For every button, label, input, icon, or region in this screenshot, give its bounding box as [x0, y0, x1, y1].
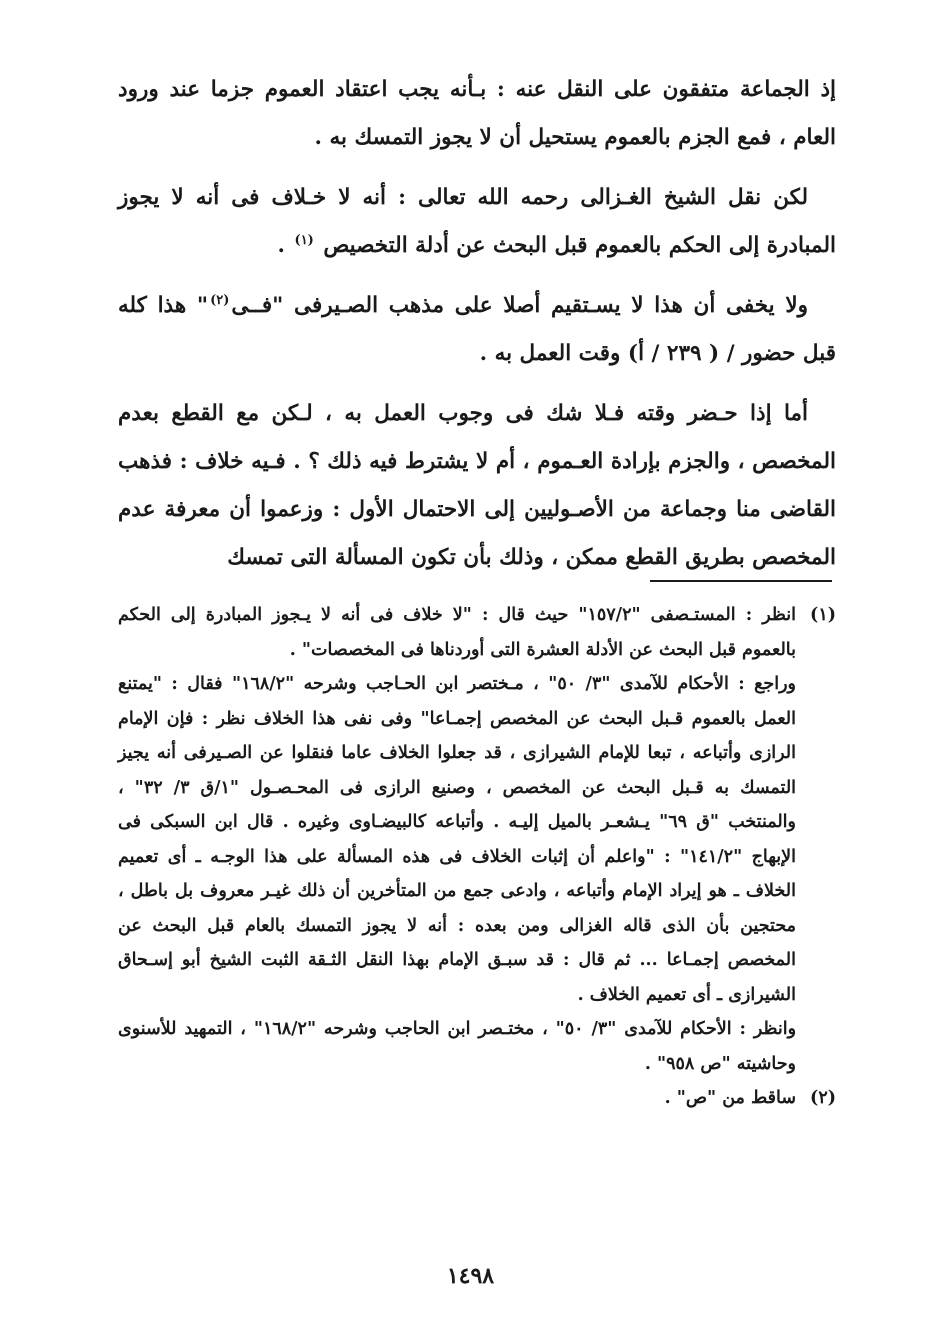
- paragraph-3: [118, 282, 836, 378]
- paragraph-1: [118, 66, 836, 162]
- footnote-ref-2: (٢): [210, 292, 230, 308]
- paragraph-2-tail: .: [277, 233, 286, 258]
- page-number: ١٤٩٨: [446, 1263, 495, 1289]
- paragraph-4: [118, 390, 836, 582]
- footnote-2: [118, 1081, 836, 1116]
- paragraph-3-text: ولا يخفى أن هذا لا يسـتقيم أصلا على مذهب الصـيرفى "فــى: [231, 293, 808, 318]
- footnote-1-paragraph-2: وراجع : الأحكام للآمدى "٣/ ٥٠" ، مـختصر ابن الحـاجب وشرحه "١٦٨/٢" فقال : "يمتنع العمل بالعموم قـبل البحث عن المخصص إجمـاعا" وفى نفى هذا الخلاف نظر : فإن الإمام الرازى وأتباعه ، تبعا للإمام الشيرازى ، قد جعلوا الخلاف عاما فنقلوا عن الصـيرفى أنه يجيز التمسك به قـبل البحث عن المخصص ، وصنيع الرازى فى المحـصـول "١/ق ٣/ ٣٢" ، والمنتخب "ق ٦٩" يـشعـر بالميل إليـه . وأتباعه كالبيضـاوى وغيره . قال ابن السبكى فى الإبهاج "١٤١/٢" : "واعلم أن إثبات الخلاف فى هذه المسألة على هذا الوجـه ـ أى تعميم الخلاف ـ هو إيراد الإمام وأتباعه ، وادعى جمع من المتأخرين أن ذلك غيـر معروف بل باطل ، محتجين بأن الذى قاله الغزالى ومن بعده : أنه لا يجوز التمسك بالعام قبل البحث عن المخصص إجمـاعا ... ثم قال : قد سبـق الإمام بهذا النقل الثـقة الثبت الشيخ أبو إسـحاق الشيرازى ـ أى تعميم الخلاف .: [118, 674, 797, 1005]
- footnote-1-body: [118, 598, 796, 1081]
- paragraph-2: [118, 174, 836, 270]
- footnote-1-paragraph-1: انظر : المستـصفى "١٥٧/٢" حيث قال : "لا خلاف فى أنه لا يـجوز المبادرة إلى الحكم بالعموم قبل البحث عن الأدلة العشرة التى أوردناها فى المخصصات" .: [118, 605, 796, 660]
- paragraph-2-text: لكن نقل الشيخ الغـزالى رحمه الله تعالى : أنه لا خـلاف فى أنه لا يجوز المبادرة إلى الحكم بالعموم قبل البحث عن أدلة التخصيص: [118, 185, 836, 258]
- main-text: [118, 66, 836, 594]
- footnote-separator: [650, 580, 832, 582]
- footnote-ref-1: (١): [294, 232, 314, 248]
- footnote-2-body: [118, 1081, 796, 1116]
- footnote-1: [118, 598, 836, 1081]
- footnote-2-paragraph-1: ساقط من "ص" .: [664, 1088, 796, 1108]
- footnotes: [118, 598, 836, 1116]
- paragraph-4-text: أما إذا حـضر وقته فـلا شك فى وجوب العمل به ، لـكن مع القطع بعدم المخصص ، والجزم بإرادة العـموم ، أم لا يشترط فيه ذلك ؟ . فـيه خلاف : فذهب القاضى منا وجماعة من الأصـوليين إلى الاحتمال الأول : وزعموا أن معرفة عدم المخصص بطريق القطع ممكن ، وذلك بأن تكون المسألة التى تمسك: [118, 401, 836, 570]
- footnote-1-paragraph-3: وانظر : الأحكام للآمدى "٣/ ٥٠" ، مختـصر ابن الحاجب وشرحه "١٦٨/٢" ، التمهيد للأسنوى وحاشيته "ص ٩٥٨" .: [118, 1019, 797, 1074]
- paragraph-3-tail: " هذا كله قبل حضور / ( ٢٣٩ / أ) وقت العمل به .: [118, 293, 836, 366]
- paragraph-1-text: إذ الجماعة متفقون على النقل عنه : بـأنه يجب اعتقاد العموم جزما عند ورود العام ، فمع الجزم بالعموم يستحيل أن لا يجوز التمسك به .: [118, 77, 836, 150]
- footnote-2-number: (٢): [810, 1088, 836, 1108]
- footnote-1-number: (١): [810, 605, 836, 625]
